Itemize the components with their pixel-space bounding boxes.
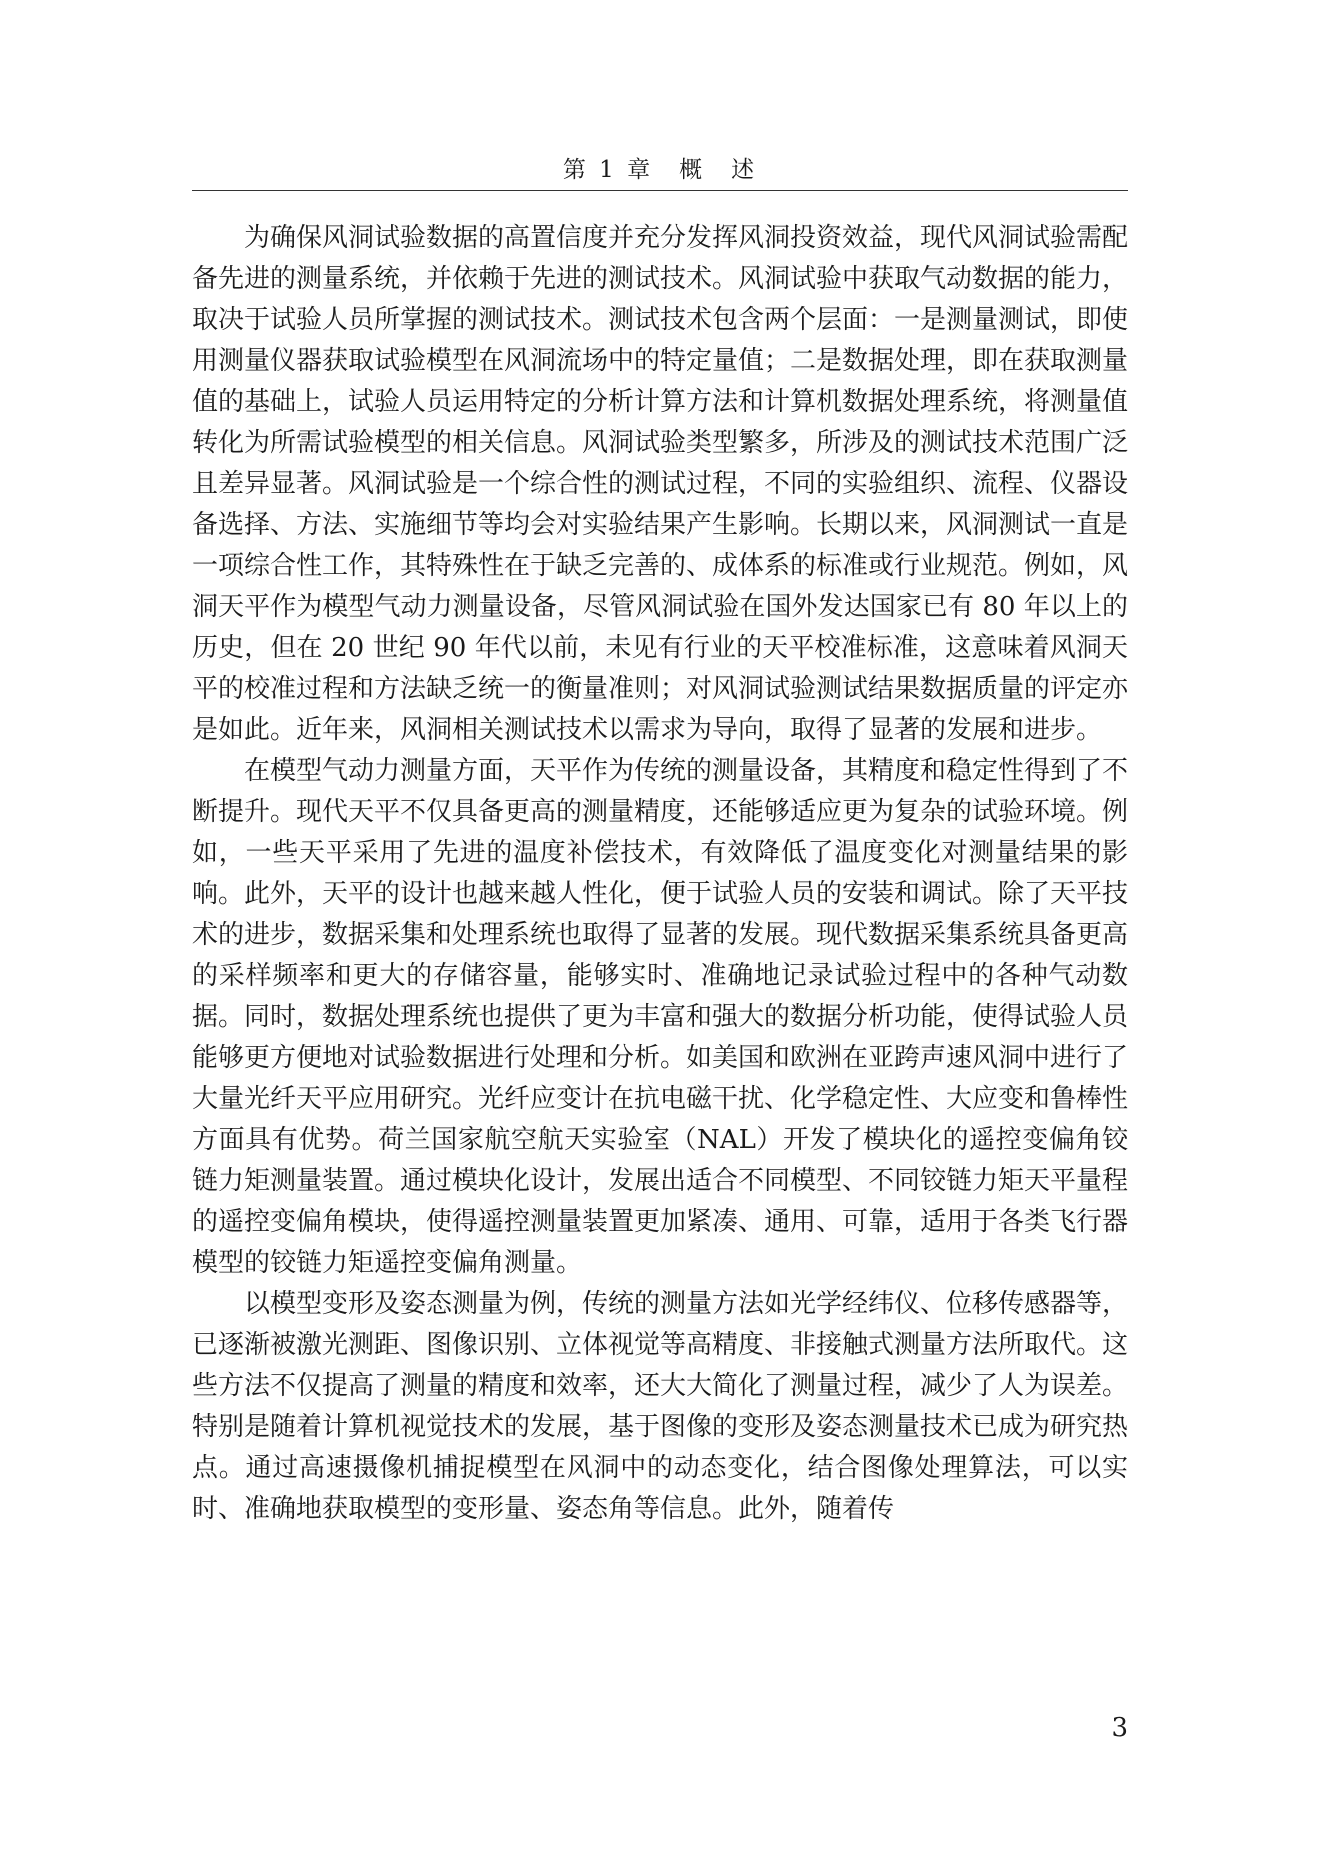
paragraph: 为确保风洞试验数据的高置信度并充分发挥风洞投资效益，现代风洞试验需配备先进的测量系统，并依赖于先进的测试技术。风洞试验中获取气动数据的能力，取决于试验人员所掌握的测试技术。测试技术包含两个层面：一是测量测试，即使用测量仪器获取试验模型在风洞流场中的特定量值；二是数据处理，即在获取测量值的基础上，试验人员运用特定的分析计算方法和计算机数据处理系统，将测量值转化为所需试验模型的相关信息。风洞试验类型繁多，所涉及的测试技术范围广泛且差异显著。风洞试验是一个综合性的测试过程，不同的实验组织、流程、仪器设备选择、方法、实施细节等均会对实验结果产生影响。长期以来，风洞测试一直是一项综合性工作，其特殊性在于缺乏完善的、成体系的标准或行业规范。例如，风洞天平作为模型气动力测量设备，尽管风洞试验在国外发达国家已有 80 年以上的历史，但在 20 世纪 90 年代以前，未见有行业的天平校准标准，这意味着风洞天平的校准过程和方法缺乏统一的衡量准则；对风洞试验测试结果数据质量的评定亦是如此。近年来，风洞相关测试技术以需求为导向，取得了显著的发展和进步。 bbox=[192, 223, 1129, 745]
paragraph: 在模型气动力测量方面，天平作为传统的测量设备，其精度和稳定性得到了不断提升。现代天平不仅具备更高的测量精度，还能够适应更为复杂的试验环境。例如，一些天平采用了先进的温度补偿技术，有效降低了温度变化对测量结果的影响。此外，天平的设计也越来越人性化，便于试验人员的安装和调试。除了天平技术的进步，数据采集和处理系统也取得了显著的发展。现代数据采集系统具备更高的采样频率和更大的存储容量，能够实时、准确地记录试验过程中的各种气动数据。同时，数据处理系统也提供了更为丰富和强大的数据分析功能，使得试验人员能够更方便地对试验数据进行处理和分析。如美国和欧洲在亚跨声速风洞中进行了大量光纤天平应用研究。光纤应变计在抗电磁干扰、化学稳定性、大应变和鲁棒性方面具有优势。荷兰国家航空航天实验室（NAL）开发了模块化的遥控变偏角铰链力矩测量装置。通过模块化设计，发展出适合不同模型、不同铰链力矩天平量程的遥控变偏角模块，使得遥控测量装置更加紧凑、通用、可靠，适用于各类飞行器模型的铰链力矩遥控变偏角测量。 bbox=[192, 756, 1129, 1278]
body-text bbox=[192, 218, 1128, 1530]
running-header: 第 1 章 概 述 bbox=[192, 150, 1128, 191]
paragraph: 以模型变形及姿态测量为例，传统的测量方法如光学经纬仪、位移传感器等，已逐渐被激光测距、图像识别、立体视觉等高精度、非接触式测量方法所取代。这些方法不仅提高了测量的精度和效率，还大大简化了测量过程，减少了人为误差。特别是随着计算机视觉技术的发展，基于图像的变形及姿态测量技术已成为研究热点。通过高速摄像机捕捉模型在风洞中的动态变化，结合图像处理算法，可以实时、准确地获取模型的变形量、姿态角等信息。此外，随着传 bbox=[192, 1289, 1129, 1524]
page-number: 3 bbox=[1111, 1713, 1128, 1743]
